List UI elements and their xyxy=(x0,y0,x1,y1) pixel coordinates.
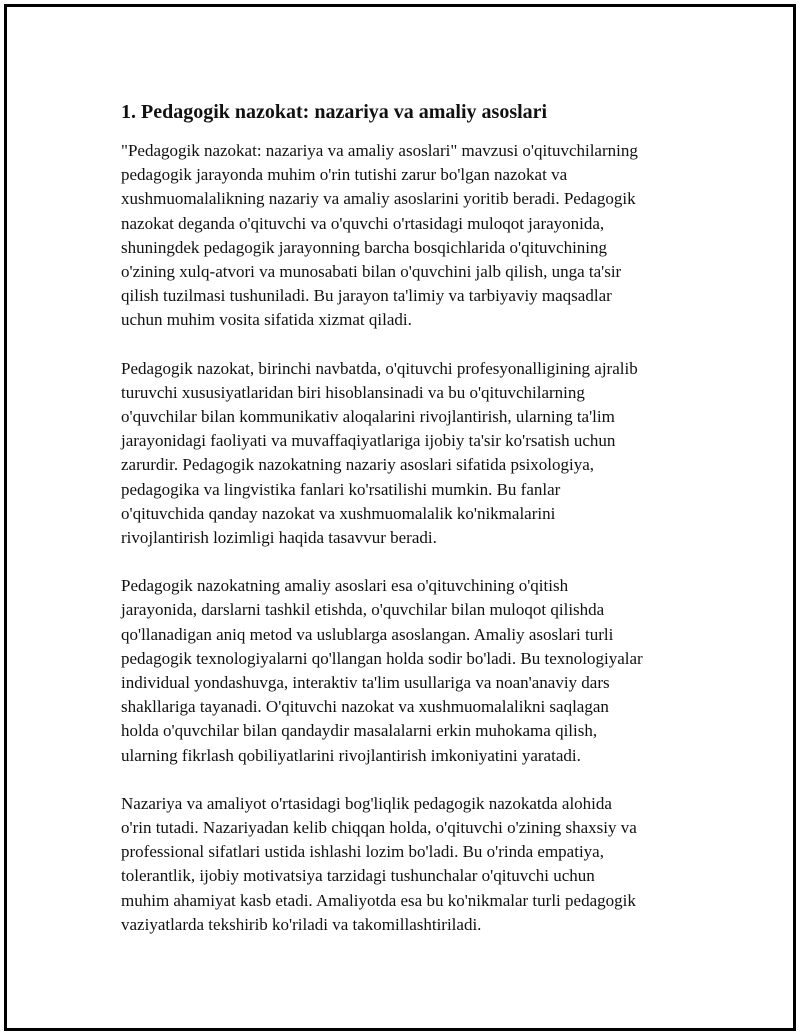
document-body xyxy=(121,99,687,961)
text-line: o'qituvchida qanday nazokat va xushmuomalalik ko'nikmalarini xyxy=(121,503,556,523)
text-line: "Pedagogik nazokat: nazariya va amaliy asoslari" mavzusi o'qituvchilarning xyxy=(121,141,638,160)
text-line: uchun muhim vosita sifatida xizmat qiladi. xyxy=(121,310,412,330)
text-line: xushmuomalalikning nazariy va amaliy asoslarini yoritib beradi. Pedagogik xyxy=(121,189,636,209)
paragraph-3 xyxy=(121,574,687,768)
text-line: nazokat deganda o'qituvchi va o'quvchi o'rtasidagi muloqot jarayonida, xyxy=(121,213,605,233)
document-title: 1. Pedagogik nazokat: nazariya va amaliy asoslari xyxy=(121,101,548,123)
text-line: vaziyatlarda tekshirib ko'riladi va takomillashtiriladi. xyxy=(121,914,482,934)
paragraph-1 xyxy=(121,139,687,333)
text-line: jarayonidagi faoliyati va muvaffaqiyatlariga ijobiy ta'sir ko'rsatish uchun xyxy=(121,431,616,451)
text-line: jarayonida, darslarni tashkil etishda, o'quvchilar bilan muloqot qilishda xyxy=(121,600,605,620)
paragraph-2 xyxy=(121,357,687,551)
paragraph-4 xyxy=(121,792,687,937)
text-line: o'zining xulq-atvori va munosabati bilan o'quvchini jalb qilish, unga ta'sir xyxy=(121,262,622,282)
text-line: Nazariya va amaliyot o'rtasidagi bog'liqlik pedagogik nazokatda alohida xyxy=(121,793,612,813)
text-line: individual yondashuvga, interaktiv ta'lim usullariga va noan'anaviy dars xyxy=(121,673,610,693)
text-line: rivojlantirish lozimligi haqida tasavvur beradi. xyxy=(121,528,437,548)
text-line: holda o'quvchilar bilan qandaydir masalalarni erkin muhokama qilish, xyxy=(121,721,598,741)
text-line: Pedagogik nazokat, birinchi navbatda, o'qituvchi profesyonalligining ajralib xyxy=(121,358,638,378)
text-line: shakllariga tayanadi. O'qituvchi nazokat va xushmuomalalikni saqlagan xyxy=(121,697,609,717)
text-line: tolerantlik, ijobiy motivatsiya tarzidagi tushunchalar o'qituvchi uchun xyxy=(121,866,595,886)
text-line: pedagogik texnologiyalarni qo'llangan holda sodir bo'ladi. Bu texnologiyalar xyxy=(121,648,643,668)
text-line: zarurdir. Pedagogik nazokatning nazariy asoslari sifatida psixologiya, xyxy=(121,455,595,475)
text-line: pedagogik jarayonda muhim o'rin tutishi zarur bo'lgan nazokat va xyxy=(121,165,568,185)
text-line: o'quvchilar bilan kommunikativ aloqalarini rivojlantirish, ularning ta'lim xyxy=(121,407,615,427)
text-line: turuvchi xususiyatlaridan biri hisoblansinadi va bu o'qituvchilarning xyxy=(121,382,585,402)
text-line: ularning fikrlash qobiliyatlarini rivojlantirish imkoniyatini yaratadi. xyxy=(121,745,581,765)
text-line: pedagogika va lingvistika fanlari ko'rsatilishi mumkin. Bu fanlar xyxy=(121,479,561,499)
text-line: o'rin tutadi. Nazariyadan kelib chiqqan holda, o'qituvchi o'zining shaxsiy va xyxy=(121,818,637,838)
text-line: Pedagogik nazokatning amaliy asoslari esa o'qituvchining o'qitish xyxy=(121,576,569,596)
text-line: qo'llanadigan aniq metod va uslublarga asoslangan. Amaliy asoslari turli xyxy=(121,624,614,644)
page-frame xyxy=(4,4,796,1031)
text-line: shuningdek pedagogik jarayonning barcha bosqichlarida o'qituvchining xyxy=(121,237,608,257)
text-line: qilish tuzilmasi tushuniladi. Bu jarayon ta'limiy va tarbiyaviy maqsadlar xyxy=(121,286,612,306)
text-line: muhim ahamiyat kasb etadi. Amaliyotda esa bu ko'nikmalar turli pedagogik xyxy=(121,890,636,910)
text-line: professional sifatlari ustida ishlashi lozim bo'ladi. Bu o'rinda empatiya, xyxy=(121,842,604,862)
